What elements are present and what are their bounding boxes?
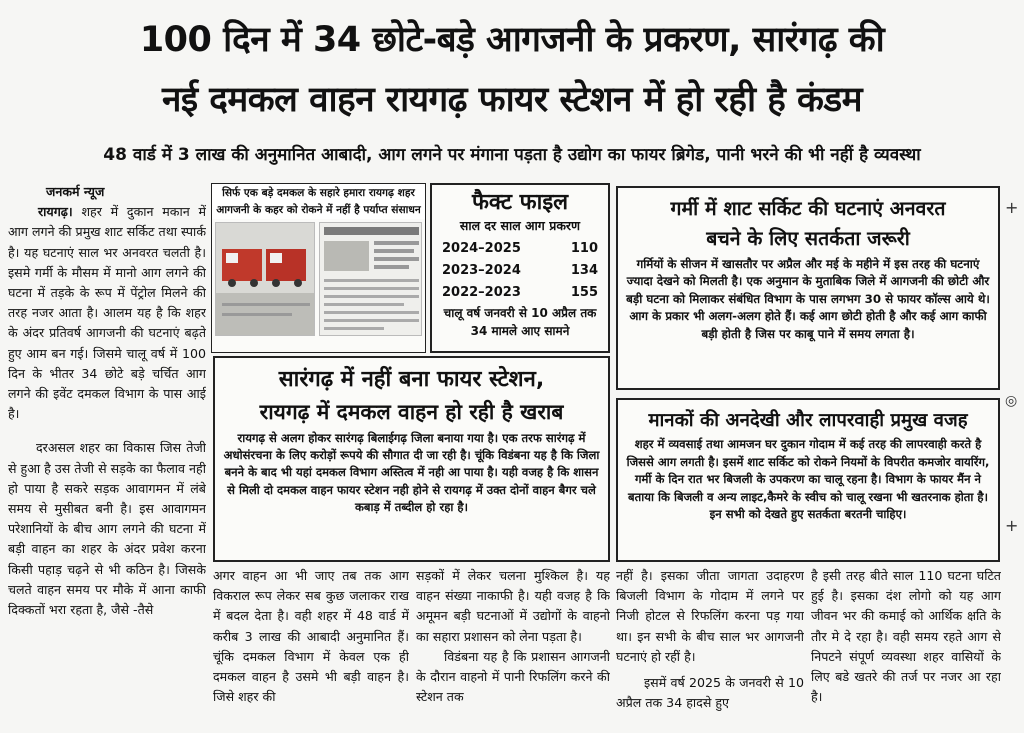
fact-file-note: चालू वर्ष जनवरी से 10 अप्रैल तक 34 मामले आए सामने bbox=[443, 306, 597, 338]
fact-file-title: फैक्ट फाइल bbox=[471, 190, 569, 215]
column-4-paragraph-1: नहीं है। इसका जीता जागता उदाहरण बिजली विभाग के गोदाम में लगने पर निजी होटल से रिफलिंग करना पड़ गया था। इन सभी के बीच साल भर आगजनी घटनाएं हो रहीं है। bbox=[616, 568, 804, 664]
photo-box bbox=[211, 183, 426, 353]
sarangarh-box-body: रायगढ़ से अलग होकर सारंगढ़ बिलाईगढ़ जिला बनाया गया है। एक तरफ सारंगढ़ में अधोसंरचना के लिए करोड़ों रूपये की सौगात दी जा रही है। चूंकि विडंबना यह है कि जिला बनने के बाद भी यहां दमकल विभाग अस्तित्व में नही आ पाया है। यही वजह है कि शासन से मिली दो दमकल वाहन फायर स्टेशन नही होने से रायगढ़ में उक्त दोनों वाहन बैगर चले कबाड़ में तब्दील हो रहा है। bbox=[223, 431, 600, 514]
column-1-paragraph-2: दरअसल शहर का विकास जिस तेजी से हुआ है उस तेजी से सड़के का फैलाव नही हो पाया है सकरे सड़क आवागमन में लंबे समय से मुसीबत बनी है। इस आवागमन परेशानियों के बीच आग लगने की घटना में बड़ी वाहन का शहर के अंदर प्रवेश करना किसी पहाड़ चढ़ने से भी कठिन है। जिसके चलते वाहन समय पर मौके में आना काफी दिक्कतों भरा रहता है, जैसे -तैसे bbox=[8, 440, 206, 618]
registration-target-icon: ◎ bbox=[1005, 393, 1018, 409]
column-1-paragraph-1: शहर में दुकान मकान में आग लगने की प्रमुख शाट सर्किट तथा स्पार्क है। यह घटनाएं साल भर अनवरत चलती है। इसमे गर्मी के मौसम में मानो आग लगने की घटना में तड़के के रूप में पेंट्रोल मिलने की तरह नजर आता है। आलम यह है कि शहर के अंदर प्रतिवर्ष आगजनी की घटनाएं बढ़ते हुए आम बन गई। जिसमे चालू वर्ष में 100 दिन के भीतर 34 छोटे बड़े चर्चित आग लगने की इवेंट दमकल विभाग के पास आई है। bbox=[8, 204, 206, 422]
negligence-box-title: मानकों की अनदेखी और लापरवाही प्रमुख वजह bbox=[648, 410, 968, 431]
byline-place: रायगढ़। bbox=[38, 204, 73, 220]
photo-caption-line-1: सिर्फ एक बड़े दमकल के सहारे हमारा रायगढ़ शहर bbox=[222, 187, 415, 199]
article-column-5: है इसी तरह बीते साल 110 घटना घटित हुई है। इसका दंश लोगो को यह आग जीवन भर की कमाई को आर्थिक क्षति के तौर मे दे रहा है। वही समय रहते आग से निपटने संपूर्ण व्यवस्था शहर वासियों के लिए बडे खतरे की तर्ज पर नजर आ रहा है। bbox=[811, 568, 1001, 705]
sarangarh-fire-station-box bbox=[213, 356, 610, 562]
column-4-paragraph-2: इसमें वर्ष 2025 के जनवरी से 10 अप्रैल तक 34 हादसे हुए bbox=[616, 675, 804, 711]
sarangarh-box-title-line-1: सारंगढ़ में नहीं बना फायर स्टेशन, bbox=[278, 367, 545, 392]
fact-file-box bbox=[430, 183, 610, 353]
registration-mark-icon: + bbox=[1005, 516, 1019, 535]
fact-row: 2024–2025 110 bbox=[442, 241, 598, 256]
news-clipping-photo bbox=[319, 222, 422, 336]
article-column-3 bbox=[416, 566, 610, 728]
article-column-2: अगर वाहन आ भी जाए तब तक आग विकराल रूप लेकर सब कुछ जलाकर राख में बदल देता है। वही शहर में 48 वार्ड में करीब 3 लाख की आबादी अनुमानित हैं। चूंकि दमकल विभाग में केवल एक ही दमकल वाहन है उसमे भी बड़ी वाहन है। जिसे शहर की bbox=[213, 568, 409, 705]
photo-caption-line-2: आगजनी के कहर को रोकने में नहीं है पर्याप्त संसाधन bbox=[216, 204, 421, 216]
summer-box-body: गर्मियों के सीजन में खासतौर पर अप्रैल और मई के महीने में इस तरह की घटनाएं ज्यादा देखने को मिलती है। एक अनुमान के मुताबिक जिले में आगजनी की छोटी और बड़ी घटना को मिलाकर संबंधित विभाग के पास लगभग 30 से फायर कॉल्स आये थे। आग के प्रकार भी अलग-अलग होते हैं। कई आग छोटी होती है और कई आग काफी बड़ी होती है जिस पर काबू पाने में समय लगता है। bbox=[626, 257, 990, 341]
article-column-4 bbox=[616, 566, 804, 728]
summer-short-circuit-box bbox=[616, 186, 1000, 390]
fact-row: 2022–2023 155 bbox=[442, 285, 598, 300]
column-3-paragraph-1: सड़कों में लेकर चलना मुश्किल है। यह वाहन संख्या नाकाफी है। यही वजह है कि अमूमन बड़ी घटनाओं में उद्योगों के वाहनो का सहारा प्रशासन को लेना पड़ता है। bbox=[416, 568, 610, 644]
negligence-box-body: शहर में व्यवसाई तथा आमजन घर दुकान गोदाम में कई तरह की लापरवाही करते है जिससे आग लगती है। इसमें शाट सर्किट को रोकने नियमों के विपरीत कमजोर वायरिंग, गर्मी के दिन रात भर बिजली के उपकरण का चालू रहना है। विभाग के फायर मैंन ने बताया कि बिजली व अन्य लाइट,कैमरे के स्वीच को चालू रखना भी खतरनाक होता है। इन सभी को देखते हुए सतर्कता बरतनी चाहिए। bbox=[626, 437, 990, 522]
summer-box-title-line-1: गर्मी में शाट सर्किट की घटनाएं अनवरत bbox=[670, 197, 946, 220]
headline-line-1: 100 दिन में 34 छोटे-बड़े आगजनी के प्रकरण, सारंगढ़ की bbox=[139, 20, 885, 60]
column-3-paragraph-2: विडंबना यह है कि प्रशासन आगजनी के दौरान वाहनो में पानी रिफलिंग करने की स्टेशन तक bbox=[416, 648, 610, 705]
sarangarh-box-title-line-2: रायगढ़ में दमकल वाहन हो रही है खराब bbox=[259, 400, 564, 424]
headline-line-2: नई दमकल वाहन रायगढ़ फायर स्टेशन में हो रही है कंडम bbox=[161, 80, 863, 120]
article-column-1 bbox=[8, 182, 206, 727]
negligence-box bbox=[616, 398, 1000, 562]
fire-truck-photo bbox=[215, 222, 315, 336]
summer-box-title-line-2: बचने के लिए सतर्कता जरूरी bbox=[706, 227, 910, 250]
subheading: 48 वार्ड में 3 लाख की अनुमानित आबादी, आग लगने पर मंगाना पड़ता है उद्योग का फायर ब्रिगेड, पानी भरने की भी नहीं है व्यवस्था bbox=[103, 145, 921, 165]
byline-source: जनकर्म न्यूज bbox=[46, 184, 105, 199]
registration-mark-icon: + bbox=[1005, 198, 1019, 217]
fact-row: 2023–2024 134 bbox=[442, 263, 598, 278]
fact-file-subtitle: साल दर साल आग प्रकरण bbox=[459, 218, 581, 233]
